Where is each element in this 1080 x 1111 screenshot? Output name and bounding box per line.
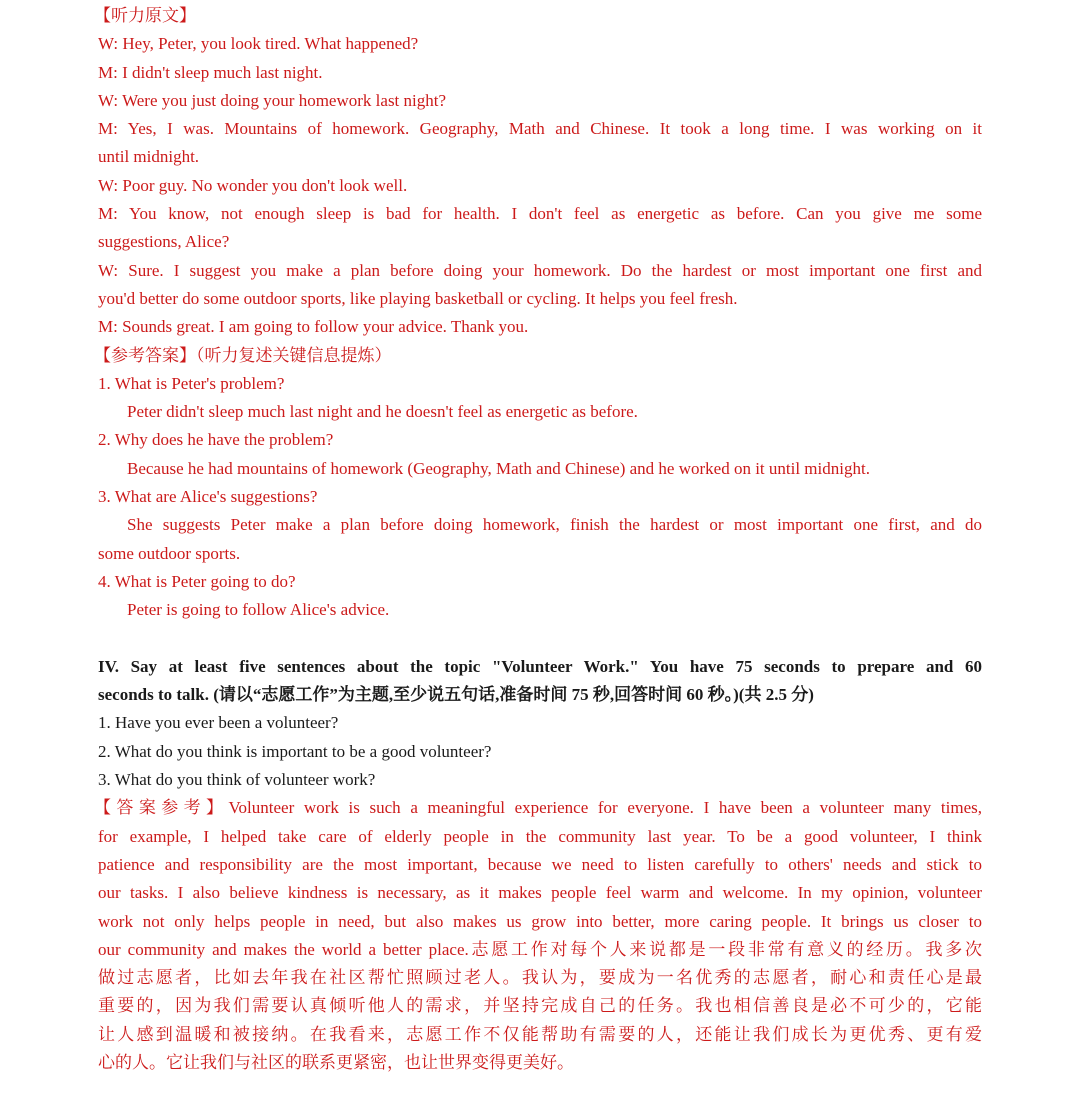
sample-answer-line bbox=[94, 794, 982, 822]
sample-answer-text: Volunteer work is such a meaningful experience for everyone. I have been a volunteer many times, bbox=[228, 798, 982, 818]
dialogue-line: you'd better do some outdoor sports, like playing basketball or cycling. It helps you feel fresh. bbox=[98, 288, 738, 308]
dialogue-line: M: Sounds great. I am going to follow your advice. Thank you. bbox=[98, 317, 529, 337]
sample-answer-label: 【答案参考】 bbox=[94, 798, 229, 818]
answer-question-2: 2. Why does he have the problem? bbox=[98, 430, 334, 450]
answers-title: 【参考答案】（听力复述关键信息提炼） bbox=[94, 345, 392, 365]
prompt-question: 2. What do you think is important to be a good volunteer? bbox=[98, 741, 492, 761]
sample-answer-line: 重要的，因为我们需要认真倾听他人的需求，并坚持完成自己的任务。我也相信善良是必不可少的，它能 bbox=[98, 996, 982, 1016]
sample-answer-line: 做过志愿者，比如去年我在社区帮忙照顾过老人。我认为，要成为一名优秀的志愿者，耐心和责任心是最 bbox=[98, 968, 982, 988]
dialogue-line: until midnight. bbox=[98, 147, 200, 167]
section-4-heading: IV. Say at least five sentences about the topic "Volunteer Work." You have 75 seconds to prepare and 60 bbox=[98, 656, 982, 676]
sample-answer-line: for example, I helped take care of elderly people in the community last year. To be a good volunteer, I think bbox=[98, 826, 982, 846]
dialogue-line: W: Hey, Peter, you look tired. What happened? bbox=[98, 34, 419, 54]
answer-text-3: She suggests Peter make a plan before doing homework, finish the hardest or most important one first, and do bbox=[127, 515, 982, 535]
sample-answer-line: 心的人。它让我们与社区的联系更紧密，也让世界变得更美好。 bbox=[98, 1052, 574, 1072]
document-page bbox=[94, 2, 982, 1077]
answer-question-1: 1. What is Peter's problem? bbox=[98, 373, 285, 393]
sample-answer-line: our community and makes the world a better place.志愿工作对每个人来说都是一段非常有意义的经历。我多次 bbox=[98, 939, 982, 959]
dialogue-line: W: Poor guy. No wonder you don't look well. bbox=[98, 175, 408, 195]
sample-answer-line: work not only helps people in need, but also makes us grow into better, more caring people. It brings us closer to bbox=[98, 911, 982, 931]
dialogue-line: W: Were you just doing your homework last night? bbox=[98, 90, 447, 110]
sample-answer-line: 让人感到温暖和被接纳。在我看来，志愿工作不仅能帮助有需要的人，还能让我们成长为更优秀、更有爱 bbox=[98, 1024, 982, 1044]
answer-text-1: Peter didn't sleep much last night and he doesn't feel as energetic as before. bbox=[127, 402, 638, 422]
sample-answer-line: patience and responsibility are the most important, because we need to listen carefully to others' needs and stick to bbox=[98, 854, 982, 874]
prompt-question: 1. Have you ever been a volunteer? bbox=[98, 713, 339, 733]
answer-question-4: 4. What is Peter going to do? bbox=[98, 571, 296, 591]
section-4-heading-cont: seconds to talk. (请以“志愿工作”为主题,至少说五句话,准备时间 75 秒,回答时间 60 秒。)(共 2.5 分) bbox=[98, 685, 814, 705]
dialogue-line: M: Yes, I was. Mountains of homework. Geography, Math and Chinese. It took a long time. I was working on it bbox=[98, 119, 982, 139]
dialogue-line: M: You know, not enough sleep is bad for health. I don't feel as energetic as before. Can you give me some bbox=[98, 204, 982, 224]
dialogue-line: M: I didn't sleep much last night. bbox=[98, 62, 323, 82]
answer-text-3-cont: some outdoor sports. bbox=[98, 543, 241, 563]
listening-title: 【听力原文】 bbox=[94, 6, 196, 25]
answer-text-2: Because he had mountains of homework (Geography, Math and Chinese) and he worked on it until midnight. bbox=[127, 458, 870, 478]
dialogue-line: W: Sure. I suggest you make a plan before doing your homework. Do the hardest or most important one first and bbox=[98, 260, 982, 280]
sample-answer-line: our tasks. I also believe kindness is necessary, as it makes people feel warm and welcome. In my opinion, volunteer bbox=[98, 883, 982, 903]
answer-text-4: Peter is going to follow Alice's advice. bbox=[127, 600, 390, 620]
prompt-question: 3. What do you think of volunteer work? bbox=[98, 770, 376, 790]
section-spacer bbox=[98, 625, 982, 653]
dialogue-line: suggestions, Alice? bbox=[98, 232, 230, 252]
answer-question-3: 3. What are Alice's suggestions? bbox=[98, 487, 318, 507]
